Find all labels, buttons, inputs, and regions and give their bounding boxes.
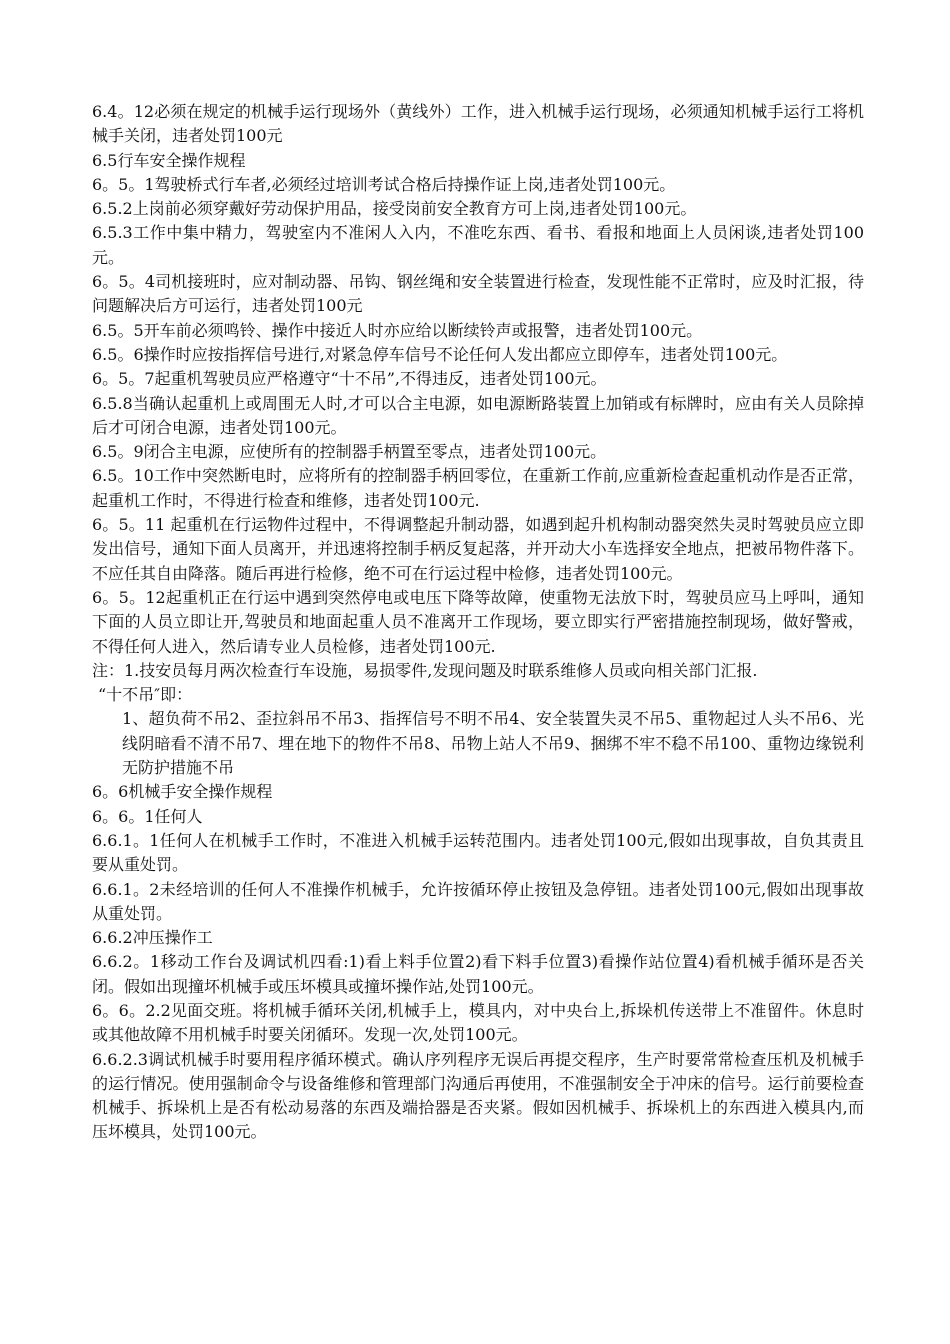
subsection-heading-6-6-1: 6。6。1任何人: [92, 806, 203, 826]
ten-no-lift-list: 1、超负荷不吊2、歪拉斜吊不吊3、指挥信号不明不吊4、安全装置失灵不吊5、重物起过人头不吊6、光线阴暗看不清不吊7、埋在地下的物件不吊8、吊物上站人不吊9、捆绑不牢不稳不吊100、重物边缘锐利无防护措施不吊: [122, 709, 864, 778]
paragraph-6-6-2-1: 6.6.2。1移动工作台及调试机四看:1)看上料手位置2)看下料手位置3)看操作站位置4)看机械手循环是否关闭。假如出现撞坏机械手或压坏模具或撞坏操作站,处罚100元。: [92, 952, 864, 996]
subsection-heading-6-6-2: 6.6.2冲压操作工: [92, 928, 213, 948]
document-page: [92, 100, 864, 1145]
paragraph-6-5-11: 6。5。11 起重机在行运物件过程中，不得调整起升制动器，如遇到起升机构制动器突然失灵时驾驶员应立即发出信号，通知下面人员离开，并迅速将控制手柄反复起落，并开动大小车选择安全地点，把被吊物件落下。不应任其自由降落。随后再进行检修，绝不可在行运过程中检修，违者处罚100元。: [92, 515, 864, 583]
note-paragraph: 注：1.技安员每月两次检查行车设施，易损零件,发现问题及时联系维修人员或向相关部门汇报.: [92, 660, 758, 680]
paragraph-6-5-3: 6.5.3工作中集中精力，驾驶室内不准闲人入内，不准吃东西、看书、看报和地面上人员闲谈,违者处罚100元。: [92, 223, 864, 267]
paragraph-6-5-6: 6.5。6操作时应按指挥信号进行,对紧急停车信号不论任何人发出都应立即停车，违者处罚100元。: [92, 344, 788, 364]
paragraph-6-5-4: 6。5。4司机接班时，应对制动器、吊钩、钢丝绳和安全装置进行检查，发现性能不正常时，应及时汇报，待问题解决后方可运行，违者处罚100元: [92, 272, 864, 316]
paragraph-6-5-7: 6。5。7起重机驾驶员应严格遵守“十不吊”,不得违反，违者处罚100元。: [92, 369, 607, 389]
section-heading-6-5: 6.5行车安全操作规程: [92, 150, 246, 170]
paragraph-6-5-2: 6.5.2上岗前必须穿戴好劳动保护用品，接受岗前安全教育方可上岗,违者处罚100元。: [92, 199, 697, 219]
section-heading-6-6: 6。6机械手安全操作规程: [92, 782, 273, 802]
paragraph-6-5-9: 6.5。9闭合主电源，应使所有的控制器手柄置至零点，违者处罚100元。: [92, 442, 607, 462]
paragraph-6-6-1-2: 6.6.1。2未经培训的任何人不准操作机械手，允许按循环停止按钮及急停钮。违者处罚100元,假如出现事故从重处罚。: [92, 879, 864, 923]
paragraph-6-5-10: 6.5。10工作中突然断电时，应将所有的控制器手柄回零位，在重新工作前,应重新检查起重机动作是否正常，起重机工作时，不得进行检查和维修，违者处罚100元.: [92, 466, 864, 510]
paragraph-6-6-2-2: 6。6。2.2见面交班。将机械手循环关闭,机械手上，模具内，对中央台上,拆垛机传送带上不准留件。休息时或其他故障不用机械手时要关闭循环。发现一次,处罚100元。: [92, 1000, 864, 1045]
paragraph-6-6-1-1: 6.6.1。1任何人在机械手工作时，不准进入机械手运转范围内。违者处罚100元,假如出现事故，自负其责且要从重处罚。: [92, 830, 864, 875]
ten-no-lift-heading: “十不吊″即：: [98, 685, 193, 705]
paragraph-6-5-1: 6。5。1驾驶桥式行车者,必须经过培训考试合格后持操作证上岗,违者处罚100元。: [92, 174, 676, 194]
paragraph-6-5-12: 6。5。12起重机正在行运中遇到突然停电或电压下降等故障，使重物无法放下时，驾驶员应马上呼叫，通知下面的人员立即让开,驾驶员和地面起重人员不准离开工作现场，要立即实行严密措施控制现场，做好警戒，不得任何人进入，然后请专业人员检修，违者处罚100元.: [92, 587, 864, 656]
paragraph-6-5-5: 6.5。5开车前必须鸣铃、操作中接近人时亦应给以断续铃声或报警，违者处罚100元。: [92, 320, 703, 340]
paragraph-6-6-2-3: 6.6.2.3调试机械手时要用程序循环模式。确认序列程序无误后再提交程序，生产时要常常检查压机及机械手的运行情况。使用强制命令与设备维修和管理部门沟通后再使用，不准强制安全于冲床的信号。运行前要检查机械手、拆垛机上是否有松动易落的东西及端拾器是否夹紧。假如因机械手、拆垛机上的东西进入模具内,而压坏模具，处罚100元。: [92, 1049, 864, 1142]
paragraph-6-4-12: 6.4。12必须在规定的机械手运行现场外（黄线外）工作，进入机械手运行现场，必须通知机械手运行工将机械手关闭，违者处罚100元: [92, 102, 864, 146]
paragraph-6-5-8: 6.5.8当确认起重机上或周围无人时,才可以合主电源，如电源断路装置上加销或有标牌时，应由有关人员除掉后才可闭合电源，违者处罚100元。: [92, 393, 864, 437]
